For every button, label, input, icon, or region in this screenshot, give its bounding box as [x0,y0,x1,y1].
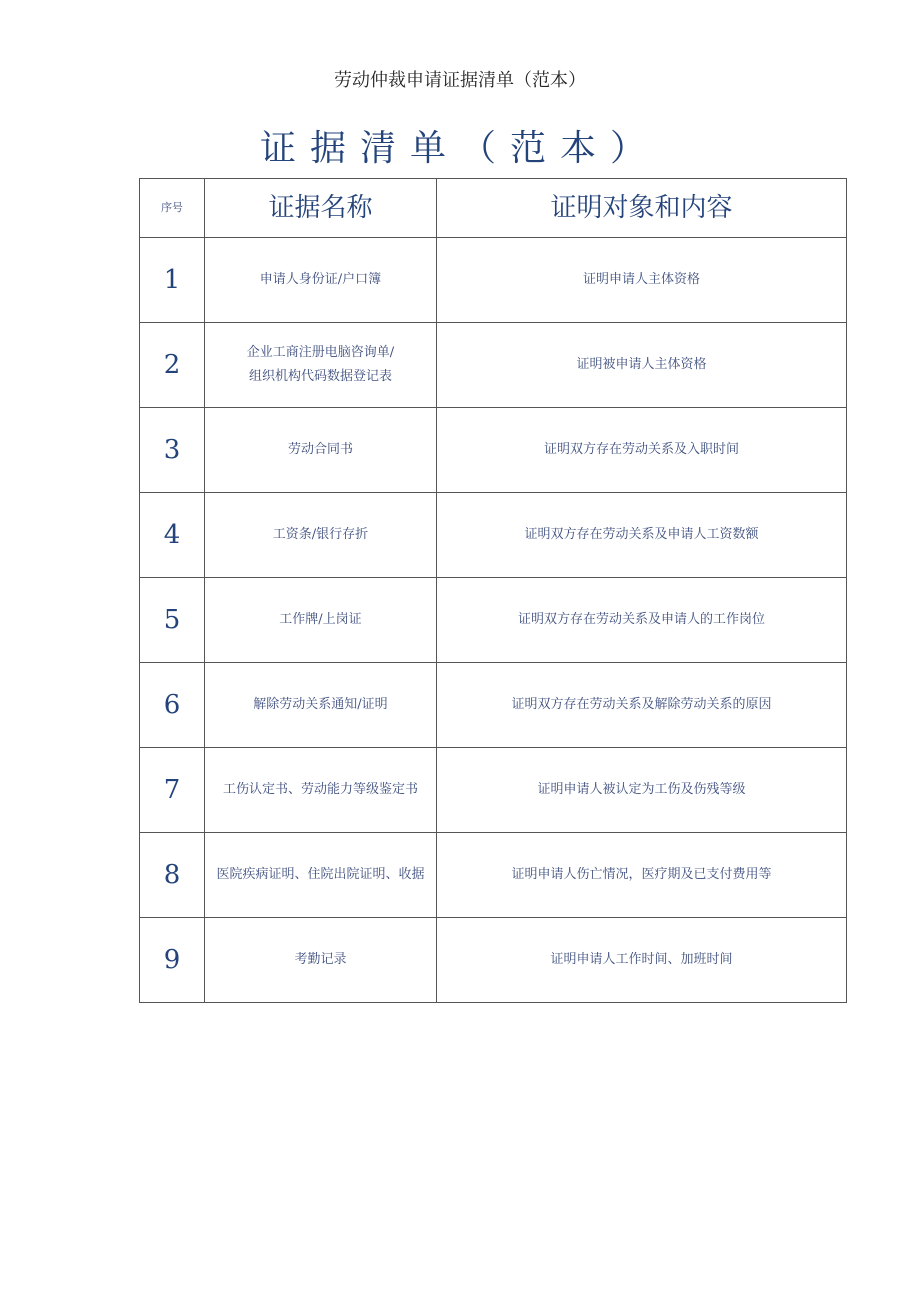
table-row [140,663,847,748]
table-row [140,238,847,323]
row-number: 9 [140,918,205,1003]
evidence-purpose: 证明被申请人主体资格 [437,323,847,408]
document-title: 证据清单（范本） [259,128,660,169]
table-header-row [140,179,847,238]
row-number: 8 [140,833,205,918]
header-seq: 序号 [140,179,205,238]
row-number: 5 [140,578,205,663]
evidence-name: 解除劳动关系通知/证明 [205,663,437,748]
evidence-name: 医院疾病证明、住院出院证明、收据 [205,833,437,918]
row-number: 3 [140,408,205,493]
table-row [140,408,847,493]
evidence-name: 企业工商注册电脑咨询单/ 组织机构代码数据登记表 [205,323,437,408]
evidence-purpose: 证明双方存在劳动关系及解除劳动关系的原因 [437,663,847,748]
evidence-purpose: 证明双方存在劳动关系及入职时间 [437,408,847,493]
evidence-name: 工作牌/上岗证 [205,578,437,663]
evidence-purpose: 证明申请人主体资格 [437,238,847,323]
evidence-name: 工资条/银行存折 [205,493,437,578]
evidence-purpose: 证明双方存在劳动关系及申请人的工作岗位 [437,578,847,663]
table-row [140,833,847,918]
evidence-name: 劳动合同书 [205,408,437,493]
row-number: 7 [140,748,205,833]
row-number: 1 [140,238,205,323]
table-row [140,493,847,578]
table-row [140,323,847,408]
row-number: 4 [140,493,205,578]
table-row [140,578,847,663]
table-row [140,748,847,833]
evidence-table [139,178,847,1003]
row-number: 6 [140,663,205,748]
evidence-purpose: 证明申请人工作时间、加班时间 [437,918,847,1003]
evidence-name: 考勤记录 [205,918,437,1003]
evidence-name: 工伤认定书、劳动能力等级鉴定书 [205,748,437,833]
row-number: 2 [140,323,205,408]
header-purpose: 证明对象和内容 [437,179,847,238]
evidence-name: 申请人身份证/户口簿 [205,238,437,323]
header-name: 证据名称 [205,179,437,238]
evidence-purpose: 证明申请人伤亡情况，医疗期及已支付费用等 [437,833,847,918]
document-heading: 劳动仲裁申请证据清单（范本） [334,70,586,91]
table-row [140,918,847,1003]
evidence-purpose: 证明双方存在劳动关系及申请人工资数额 [437,493,847,578]
evidence-purpose: 证明申请人被认定为工伤及伤残等级 [437,748,847,833]
